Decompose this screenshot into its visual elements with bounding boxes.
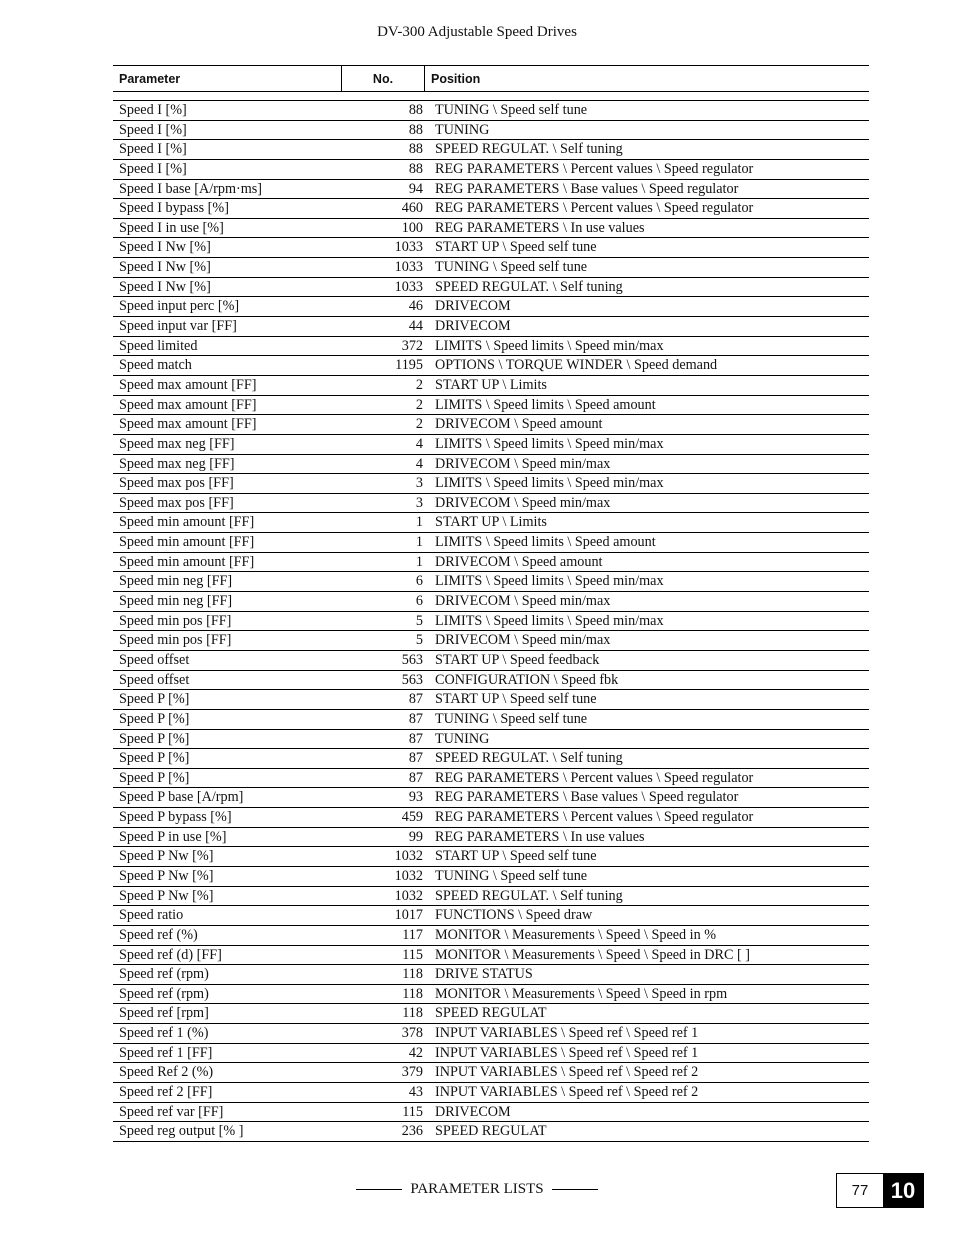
cell-position: OPTIONS \ TORQUE WINDER \ Speed demand [435, 357, 718, 374]
cell-parameter: Speed max amount [FF] [119, 416, 257, 433]
table-row [113, 376, 869, 396]
cell-position: DRIVECOM \ Speed amount [435, 416, 603, 433]
cell-parameter: Speed I [%] [119, 141, 187, 158]
cell-number: 2 [415, 416, 423, 433]
cell-position: SPEED REGULAT. \ Self tuning [435, 141, 623, 158]
cell-parameter: Speed P [%] [119, 750, 190, 767]
table-row [113, 101, 869, 121]
cell-position: TUNING \ Speed self tune [435, 867, 588, 884]
table-row [113, 946, 869, 966]
cell-number: 88 [408, 160, 423, 177]
cell-position: SPEED REGULAT [435, 1123, 547, 1140]
cell-position: REG PARAMETERS \ Percent values \ Speed regulator [435, 200, 754, 217]
cell-parameter: Speed I Nw [%] [119, 259, 211, 276]
cell-parameter: Speed ref (d) [FF] [119, 946, 222, 963]
page-number-box [836, 1173, 924, 1208]
cell-position: TUNING [435, 730, 490, 747]
cell-parameter: Speed max neg [FF] [119, 435, 235, 452]
header-spacer [113, 92, 869, 101]
footer-rule-right [552, 1189, 598, 1190]
cell-position: START UP \ Speed self tune [435, 691, 597, 708]
cell-number: 1032 [394, 867, 423, 884]
cell-position: CONFIGURATION \ Speed fbk [435, 671, 619, 688]
table-row [113, 1122, 869, 1142]
cell-parameter: Speed input var [FF] [119, 318, 237, 335]
cell-number: 118 [402, 966, 423, 983]
cell-number: 1 [415, 553, 423, 570]
cell-parameter: Speed P [%] [119, 730, 190, 747]
cell-parameter: Speed P base [A/rpm] [119, 789, 244, 806]
cell-position: START UP \ Speed feedback [435, 651, 600, 668]
cell-parameter: Speed min neg [FF] [119, 573, 233, 590]
cell-parameter: Speed I [%] [119, 160, 187, 177]
table-body [113, 101, 869, 1142]
cell-parameter: Speed I bypass [%] [119, 200, 229, 217]
cell-position: TUNING [435, 121, 490, 138]
page-number: 77 [837, 1174, 883, 1207]
cell-position: START UP \ Speed self tune [435, 239, 597, 256]
cell-number: 1033 [394, 278, 423, 295]
cell-parameter: Speed I base [A/rpm·ms] [119, 180, 263, 197]
cell-number: 3 [415, 494, 423, 511]
table-row [113, 474, 869, 494]
table-row [113, 317, 869, 337]
cell-parameter: Speed ratio [119, 907, 184, 924]
cell-position: INPUT VARIABLES \ Speed ref \ Speed ref 1 [435, 1044, 699, 1061]
cell-parameter: Speed limited [119, 337, 198, 354]
cell-number: 1033 [394, 239, 423, 256]
cell-position: DRIVECOM \ Speed min/max [435, 455, 611, 472]
table-row [113, 965, 869, 985]
cell-number: 563 [401, 671, 423, 688]
cell-parameter: Speed min amount [FF] [119, 553, 255, 570]
column-header-number: No. [341, 66, 425, 91]
cell-position: DRIVECOM \ Speed min/max [435, 632, 611, 649]
cell-number: 87 [408, 691, 423, 708]
cell-number: 115 [402, 1103, 423, 1120]
cell-position: MONITOR \ Measurements \ Speed \ Speed in rpm [435, 985, 728, 1002]
table-row [113, 415, 869, 435]
table-row [113, 278, 869, 298]
cell-position: INPUT VARIABLES \ Speed ref \ Speed ref 1 [435, 1025, 699, 1042]
table-row [113, 887, 869, 907]
footer-rule-left [356, 1189, 402, 1190]
cell-position: REG PARAMETERS \ In use values [435, 219, 645, 236]
cell-number: 118 [402, 1005, 423, 1022]
cell-parameter: Speed P Nw [%] [119, 887, 214, 904]
cell-number: 88 [408, 102, 423, 118]
table-row [113, 631, 869, 651]
cell-parameter: Speed I [%] [119, 102, 187, 118]
cell-parameter: Speed max amount [FF] [119, 376, 257, 393]
parameter-table [113, 65, 869, 1142]
table-row [113, 690, 869, 710]
cell-number: 1032 [394, 887, 423, 904]
column-header-parameter: Parameter [119, 71, 181, 86]
cell-number: 88 [408, 141, 423, 158]
table-row [113, 1063, 869, 1083]
cell-number: 460 [401, 200, 423, 217]
cell-number: 563 [401, 651, 423, 668]
cell-parameter: Speed P bypass [%] [119, 809, 232, 826]
table-header [113, 65, 869, 92]
table-row [113, 906, 869, 926]
table-row [113, 769, 869, 789]
cell-parameter: Speed I Nw [%] [119, 278, 211, 295]
cell-number: 236 [401, 1123, 423, 1140]
table-row [113, 435, 869, 455]
column-header-position: Position [431, 71, 481, 86]
cell-parameter: Speed min amount [FF] [119, 534, 255, 551]
cell-position: SPEED REGULAT. \ Self tuning [435, 750, 623, 767]
cell-position: TUNING \ Speed self tune [435, 102, 588, 118]
table-row [113, 337, 869, 357]
cell-parameter: Speed P [%] [119, 691, 190, 708]
table-row [113, 592, 869, 612]
cell-number: 87 [408, 730, 423, 747]
cell-parameter: Speed I [%] [119, 121, 187, 138]
cell-number: 42 [408, 1044, 423, 1061]
cell-number: 100 [401, 219, 423, 236]
cell-number: 115 [402, 946, 423, 963]
footer-section-title: PARAMETER LISTS [410, 1181, 544, 1197]
cell-parameter: Speed max neg [FF] [119, 455, 235, 472]
cell-position: DRIVECOM \ Speed min/max [435, 494, 611, 511]
cell-number: 88 [408, 121, 423, 138]
cell-number: 5 [415, 632, 423, 649]
cell-number: 118 [402, 985, 423, 1002]
table-row [113, 1004, 869, 1024]
cell-number: 1 [415, 514, 423, 531]
cell-number: 459 [401, 809, 423, 826]
cell-number: 2 [415, 376, 423, 393]
cell-number: 87 [408, 750, 423, 767]
cell-position: REG PARAMETERS \ Base values \ Speed regulator [435, 789, 739, 806]
table-row [113, 455, 869, 475]
cell-parameter: Speed min pos [FF] [119, 612, 232, 629]
cell-number: 87 [408, 769, 423, 786]
cell-number: 117 [402, 926, 423, 943]
cell-number: 2 [415, 396, 423, 413]
cell-number: 1017 [394, 907, 423, 924]
cell-parameter: Speed min amount [FF] [119, 514, 255, 531]
table-row [113, 533, 869, 553]
cell-number: 44 [408, 318, 423, 335]
table-row [113, 1024, 869, 1044]
cell-parameter: Speed max pos [FF] [119, 494, 234, 511]
table-row [113, 710, 869, 730]
cell-parameter: Speed ref (%) [119, 926, 198, 943]
cell-number: 372 [401, 337, 423, 354]
cell-position: START UP \ Limits [435, 376, 547, 393]
cell-parameter: Speed min neg [FF] [119, 593, 233, 610]
table-row [113, 121, 869, 141]
cell-position: DRIVE STATUS [435, 966, 533, 983]
table-row [113, 867, 869, 887]
cell-position: REG PARAMETERS \ Percent values \ Speed regulator [435, 809, 754, 826]
cell-number: 5 [415, 612, 423, 629]
cell-parameter: Speed ref 1 (%) [119, 1025, 209, 1042]
table-row [113, 1103, 869, 1123]
table-row [113, 788, 869, 808]
cell-number: 99 [408, 828, 423, 845]
cell-parameter: Speed ref 2 [FF] [119, 1084, 213, 1101]
page-header-title: DV-300 Adjustable Speed Drives [377, 24, 577, 40]
table-row [113, 926, 869, 946]
cell-parameter: Speed offset [119, 651, 190, 668]
cell-position: DRIVECOM [435, 1103, 511, 1120]
cell-position: MONITOR \ Measurements \ Speed \ Speed in DRC [ ] [435, 946, 750, 963]
cell-number: 1033 [394, 259, 423, 276]
table-row [113, 1044, 869, 1064]
cell-position: DRIVECOM \ Speed min/max [435, 593, 611, 610]
cell-position: TUNING \ Speed self tune [435, 259, 588, 276]
page-footer [0, 1181, 954, 1198]
cell-position: MONITOR \ Measurements \ Speed \ Speed in % [435, 926, 717, 943]
cell-position: LIMITS \ Speed limits \ Speed min/max [435, 337, 664, 354]
cell-number: 6 [415, 573, 423, 590]
cell-parameter: Speed match [119, 357, 192, 374]
table-row [113, 730, 869, 750]
cell-parameter: Speed P Nw [%] [119, 867, 214, 884]
cell-position: DRIVECOM \ Speed amount [435, 553, 603, 570]
cell-parameter: Speed max amount [FF] [119, 396, 257, 413]
table-row [113, 219, 869, 239]
cell-position: REG PARAMETERS \ Base values \ Speed regulator [435, 180, 739, 197]
cell-number: 4 [415, 455, 423, 472]
cell-parameter: Speed ref (rpm) [119, 966, 209, 983]
cell-position: SPEED REGULAT. \ Self tuning [435, 887, 623, 904]
cell-parameter: Speed P [%] [119, 769, 190, 786]
table-row [113, 356, 869, 376]
cell-parameter: Speed ref [rpm] [119, 1005, 209, 1022]
cell-parameter: Speed P Nw [%] [119, 848, 214, 865]
cell-position: REG PARAMETERS \ Percent values \ Speed regulator [435, 160, 754, 177]
cell-number: 6 [415, 593, 423, 610]
table-row [113, 808, 869, 828]
table-row [113, 180, 869, 200]
cell-number: 1195 [395, 357, 423, 374]
cell-position: REG PARAMETERS \ Percent values \ Speed regulator [435, 769, 754, 786]
cell-parameter: Speed ref 1 [FF] [119, 1044, 213, 1061]
cell-number: 3 [415, 475, 423, 492]
cell-number: 46 [408, 298, 423, 315]
cell-number: 94 [408, 180, 423, 197]
table-row [113, 238, 869, 258]
table-row [113, 1083, 869, 1103]
cell-position: DRIVECOM [435, 318, 511, 335]
cell-parameter: Speed input perc [%] [119, 298, 240, 315]
table-row [113, 553, 869, 573]
cell-number: 87 [408, 710, 423, 727]
cell-position: START UP \ Speed self tune [435, 848, 597, 865]
cell-position: INPUT VARIABLES \ Speed ref \ Speed ref 2 [435, 1064, 699, 1081]
cell-parameter: Speed P [%] [119, 710, 190, 727]
cell-position: REG PARAMETERS \ In use values [435, 828, 645, 845]
cell-position: INPUT VARIABLES \ Speed ref \ Speed ref 2 [435, 1084, 699, 1101]
cell-number: 379 [401, 1064, 423, 1081]
table-row [113, 828, 869, 848]
cell-position: LIMITS \ Speed limits \ Speed min/max [435, 573, 664, 590]
cell-parameter: Speed P in use [%] [119, 828, 227, 845]
cell-number: 378 [401, 1025, 423, 1042]
table-row [113, 572, 869, 592]
cell-parameter: Speed ref var [FF] [119, 1103, 224, 1120]
cell-parameter: Speed reg output [% ] [119, 1123, 244, 1140]
table-row [113, 651, 869, 671]
table-row [113, 985, 869, 1005]
cell-number: 4 [415, 435, 423, 452]
cell-position: LIMITS \ Speed limits \ Speed amount [435, 534, 656, 551]
cell-position: LIMITS \ Speed limits \ Speed min/max [435, 435, 664, 452]
cell-parameter: Speed offset [119, 671, 190, 688]
table-row [113, 396, 869, 416]
table-row [113, 847, 869, 867]
cell-parameter: Speed I Nw [%] [119, 239, 211, 256]
cell-position: START UP \ Limits [435, 514, 547, 531]
table-row [113, 140, 869, 160]
table-row [113, 297, 869, 317]
cell-position: FUNCTIONS \ Speed draw [435, 907, 593, 924]
cell-number: 93 [408, 789, 423, 806]
cell-number: 1 [415, 534, 423, 551]
cell-position: SPEED REGULAT [435, 1005, 547, 1022]
cell-position: TUNING \ Speed self tune [435, 710, 588, 727]
cell-number: 43 [408, 1084, 423, 1101]
cell-parameter: Speed ref (rpm) [119, 985, 209, 1002]
cell-parameter: Speed Ref 2 (%) [119, 1064, 214, 1081]
cell-position: SPEED REGULAT. \ Self tuning [435, 278, 623, 295]
cell-position: DRIVECOM [435, 298, 511, 315]
cell-number: 1032 [394, 848, 423, 865]
cell-position: LIMITS \ Speed limits \ Speed min/max [435, 475, 664, 492]
cell-parameter: Speed max pos [FF] [119, 475, 234, 492]
table-row [113, 199, 869, 219]
table-row [113, 671, 869, 691]
table-row [113, 612, 869, 632]
cell-parameter: Speed I in use [%] [119, 219, 224, 236]
table-row [113, 258, 869, 278]
chapter-tab: 10 [883, 1174, 923, 1207]
table-row [113, 494, 869, 514]
table-row [113, 160, 869, 180]
cell-position: LIMITS \ Speed limits \ Speed min/max [435, 612, 664, 629]
table-row [113, 749, 869, 769]
cell-parameter: Speed min pos [FF] [119, 632, 232, 649]
cell-position: LIMITS \ Speed limits \ Speed amount [435, 396, 656, 413]
table-row [113, 513, 869, 533]
